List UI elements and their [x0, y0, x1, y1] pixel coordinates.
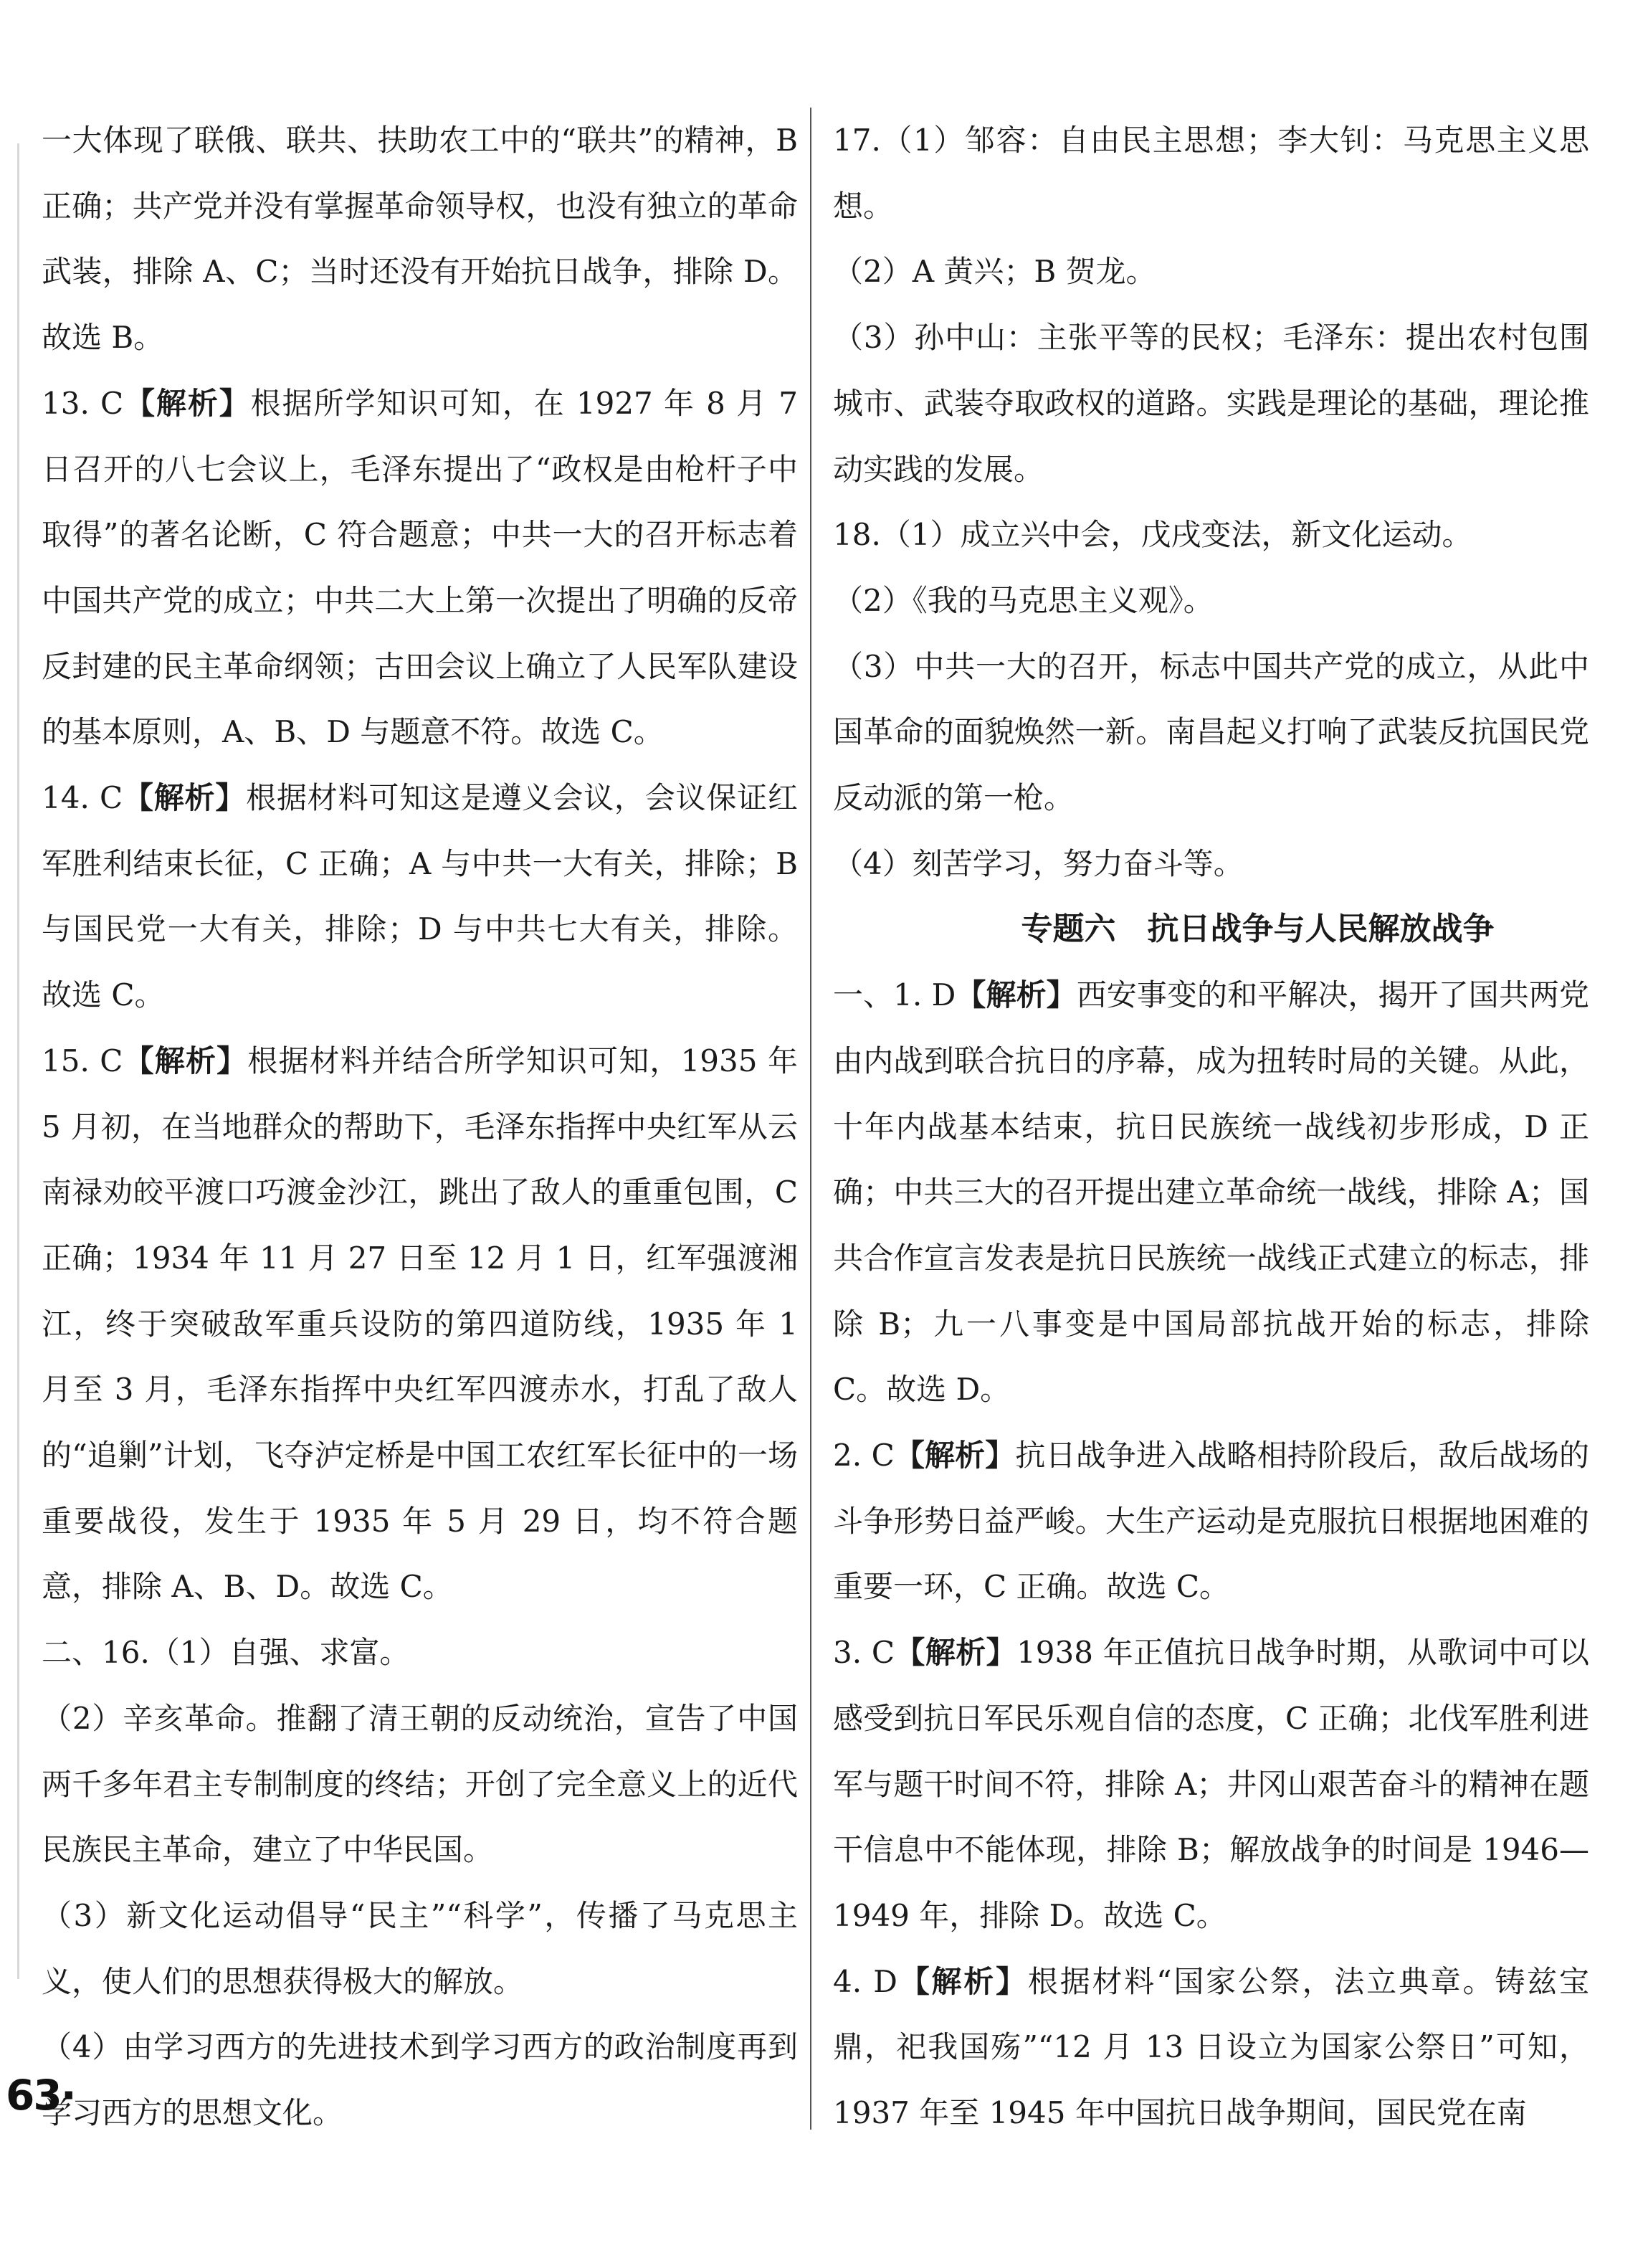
- analysis-marker: 【解析】: [897, 1963, 1028, 1999]
- column-divider: [810, 108, 811, 2130]
- answer-16-2: （2）辛亥革命。推翻了清王朝的反动统治，宣告了中国两千多年君主专制制度的终结；开创了完全意义上的近代民族民主革命，建立了中华民国。: [42, 1700, 798, 1868]
- page-binding-edge: [17, 143, 19, 1979]
- paragraph-continuation: 一大体现了联俄、联共、扶助农工中的“联共”的精神，B 正确；共产党并没有掌握革命领导权，也没有独立的革命武装，排除 A、C；当时还没有开始抗日战争，排除 D。故选 B。: [42, 123, 798, 356]
- left-column: [42, 108, 798, 2146]
- analysis-marker: 【解析】: [894, 1438, 1016, 1474]
- answer-16-3: （3）新文化运动倡导“民主”“科学”，传播了马克思主义，使人们的思想获得极大的解放。: [42, 1897, 798, 1999]
- answer-14: 14. C【解析】根据材料可知这是遵义会议，会议保证红军胜利结束长征，C 正确；A 与中共一大有关，排除；B 与国民党一大有关，排除；D 与中共七大有关，排除。故选 C。: [42, 780, 798, 1013]
- answer-18-2: （2）《我的马克思主义观》。: [833, 582, 1214, 618]
- right-column: [833, 108, 1589, 2146]
- answer-section6-2: 2. C【解析】抗日战争进入战略相持阶段后，敌后战场的斗争形势日益严峻。大生产运动是克服抗日根据地困难的重要一环，C 正确。故选 C。: [833, 1438, 1589, 1605]
- answer-17-1: 17.（1）邹容：自由民主思想；李大钊：马克思主义思想。: [833, 123, 1589, 224]
- answer-18-1: 18.（1）成立兴中会，戊戌变法，新文化运动。: [833, 517, 1472, 553]
- page-number: 63·: [6, 2071, 75, 2120]
- answer-section6-1: 一、1. D【解析】西安事变的和平解决，揭开了国共两党由内战到联合抗日的序幕，成为扭转时局的关键。从此，十年内战基本结束，抗日民族统一战线初步形成，D 正确；中共三大的召开提出建立革命统一战线，排除 A；国共合作宣言发表是抗日民族统一战线正式建立的标志，排除 B；九一八事变是中国局部抗战开始的标志，排除 C。故选 D。: [833, 977, 1589, 1408]
- answer-13: 13. C【解析】根据所学知识可知，在 1927 年 8 月 7 日召开的八七会议上，毛泽东提出了“政权是由枪杆子中取得”的著名论断，C 符合题意；中共一大的召开标志着中国共产党的成立；中共二大上第一次提出了明确的反帝反封建的民主革命纲领；古田会议上确立了人民军队建设的基本原则，A、B、D 与题意不符。故选 C。: [42, 385, 798, 750]
- analysis-marker: 【解析】: [956, 977, 1077, 1013]
- answer-section6-3: 3. C【解析】1938 年正值抗日战争时期，从歌词中可以感受到抗日军民乐观自信的态度，C 正确；北伐军胜利进军与题干时间不符，排除 A；井冈山艰苦奋斗的精神在题干信息中不能体现，排除 B；解放战争的时间是 1946—1949 年，排除 D。故选 C。: [833, 1635, 1589, 1933]
- answer-section6-4: 4. D【解析】根据材料“国家公祭，法立典章。铸兹宝鼎，祀我国殇”“12 月 13 日设立为国家公祭日”可知，1937 年至 1945 年中国抗日战争期间，国民党在南: [833, 1963, 1589, 2131]
- analysis-marker: 【解析】: [123, 385, 251, 421]
- answer-16-1: 二、16.（1）自强、求富。: [42, 1635, 410, 1671]
- analysis-marker: 【解析】: [123, 780, 247, 816]
- answer-17-2: （2）A 黄兴；B 贺龙。: [833, 254, 1156, 290]
- analysis-marker: 【解析】: [894, 1635, 1017, 1671]
- answer-16-4: （4）由学习西方的先进技术到学习西方的政治制度再到学习西方的思想文化。: [42, 2029, 798, 2131]
- answer-18-3: （3）中共一大的召开，标志中国共产党的成立，从此中国革命的面貌焕然一新。南昌起义打响了武装反抗国民党反动派的第一枪。: [833, 648, 1589, 816]
- analysis-marker: 【解析】: [123, 1043, 248, 1078]
- answer-15: 15. C【解析】根据材料并结合所学知识可知，1935 年 5 月初，在当地群众的帮助下，毛泽东指挥中央红军从云南禄劝皎平渡口巧渡金沙江，跳出了敌人的重重包围，C 正确；1934 年 11 月 27 日至 12 月 1 日，红军强渡湘江，终于突破敌军重兵设防的第四道防线，1935 年 1 月至 3 月，毛泽东指挥中央红军四渡赤水，打乱了敌人的“追剿”计划，飞夺泸定桥是中国工农红军长征中的一场重要战役，发生于 1935 年 5 月 29 日，均不符合题意，排除 A、B、D。故选 C。: [42, 1043, 798, 1605]
- answer-18-4: （4）刻苦学习，努力奋斗等。: [833, 845, 1244, 881]
- answer-17-3: （3）孙中山：主张平等的民权；毛泽东：提出农村包围城市、武装夺取政权的道路。实践是理论的基础，理论推动实践的发展。: [833, 320, 1589, 487]
- section-heading: 专题六 抗日战争与人民解放战争: [1021, 911, 1495, 948]
